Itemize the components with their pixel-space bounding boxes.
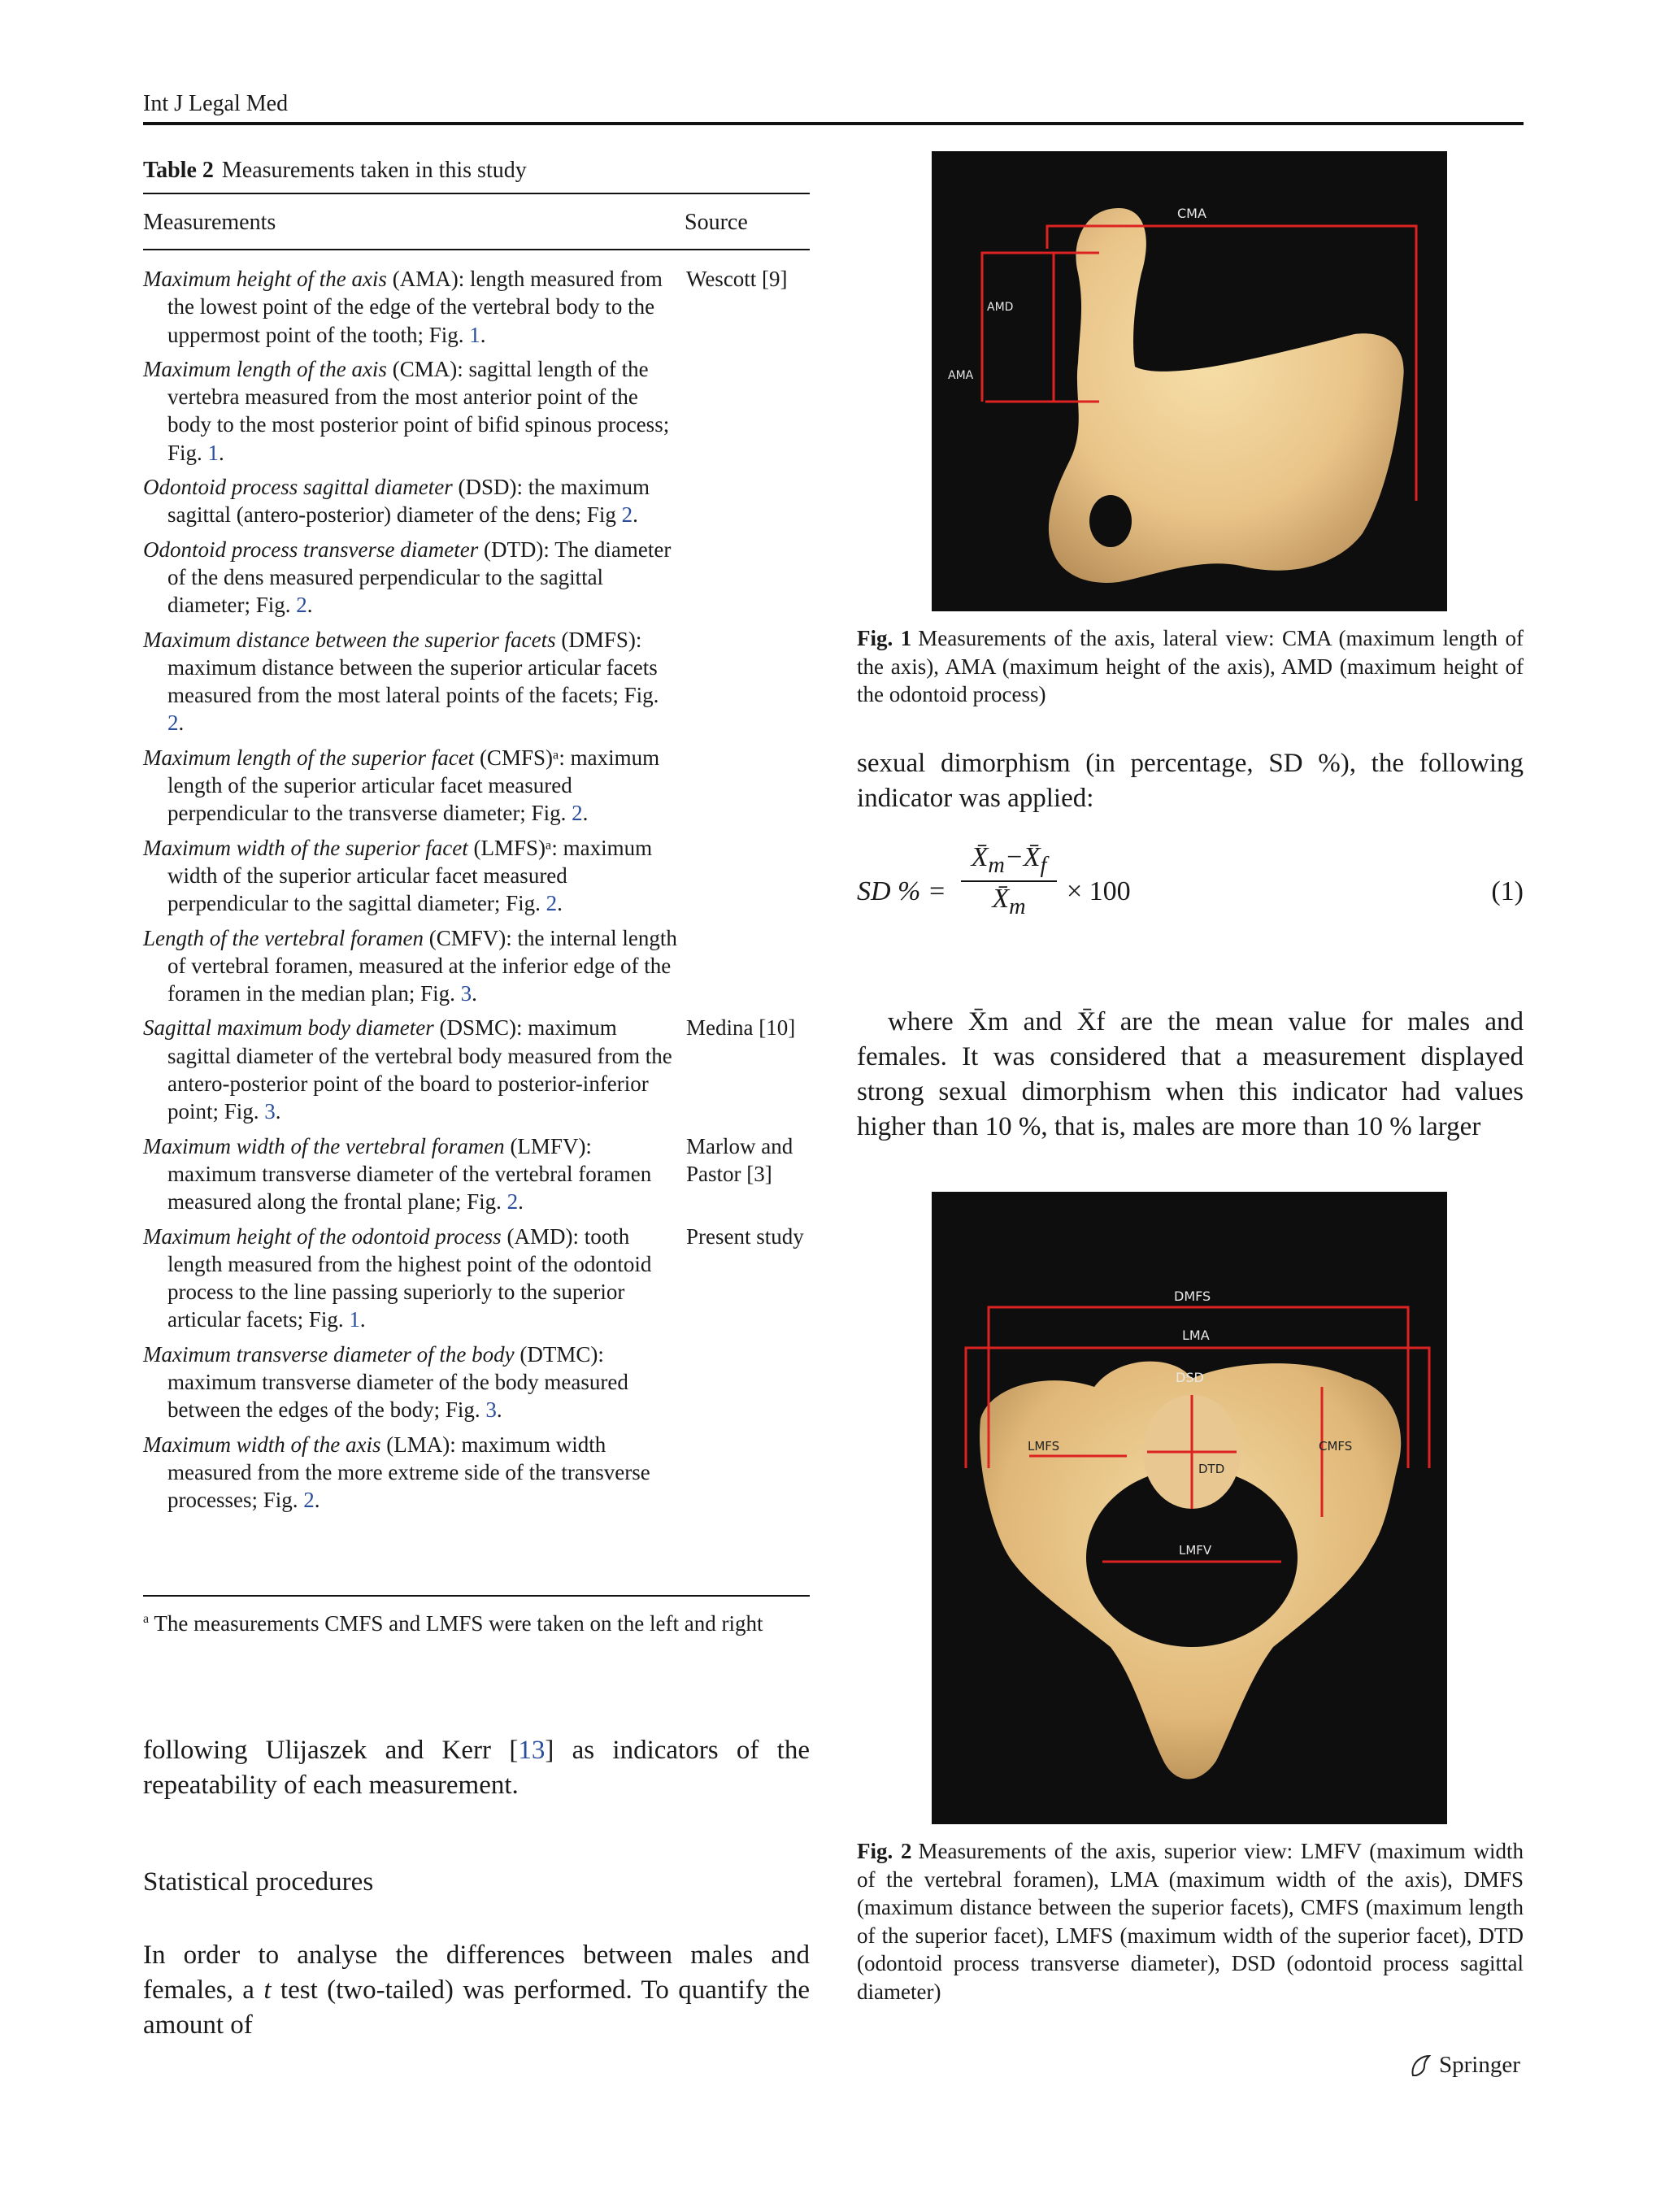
measurement-end: . [359,1307,366,1332]
section-heading: Statistical procedures [143,1867,374,1897]
measurement-source: Wescott [9] [686,267,788,291]
fig1-label-ama: AMA [948,369,974,382]
fig1-label-cma: CMA [1177,206,1206,221]
measurement-end: . [518,1189,524,1215]
figure-1-caption [857,624,1524,709]
table-row [143,834,810,918]
measurement-description [143,1341,680,1424]
measurement-text: (CMA): sagittal length of the vertebra measured from the most anterior point of the body to the most posterior point of bifid spinous process; Fig. [167,356,670,465]
measurement-text: (CMFV): the internal length of vertebral foramen, measured at the inferior edge of the foramen in the median plan; Fig. [167,925,677,1006]
measurement-name: Odontoid process transverse diameter [143,537,479,562]
measurement-description [143,1223,680,1334]
figure-2-image [932,1192,1447,1824]
table-footnote [143,1611,763,1636]
measurement-name: Maximum transverse diameter of the body [143,1341,515,1367]
figure-link[interactable]: 1 [207,440,220,465]
figure-link[interactable]: 1 [469,322,480,347]
measurement-description [143,924,680,1008]
eq-times: × 100 [1067,876,1131,906]
header-rule [143,122,1524,125]
eq-denominator: $X̄_m$ [992,883,1026,919]
table-rule-header [143,249,810,250]
fig2-label-lmfv: LMFV [1179,1543,1212,1558]
measurement-name: Maximum width of the vertebral foramen [143,1133,505,1158]
table-row [143,1341,810,1424]
measurement-name: Length of the vertebral foramen [143,925,424,950]
measurement-end: . [275,1099,281,1124]
table-row [143,1014,810,1125]
eq-fraction [961,842,1057,920]
eq-lhs: SD % = [857,876,946,906]
fig2-caption-text: Measurements of the axis, superior view: LMFV (maximum width of the vertebral foramen), LMA (maximum width of the axis), DMFS (maximum distance between the superior facets), CMFS (maximum length of the superior facet), LMFS (maximum width of the superior facet), DTD (odontoid process transverse diameter), DSD (odontoid process sagittal diameter) [857,1839,1524,2004]
fig2-label-cmfs: CMFS [1319,1439,1353,1454]
figure-link[interactable]: 2 [167,711,179,736]
table-row [143,536,810,619]
measurement-end: . [557,891,563,916]
figure-1-image [932,151,1447,611]
measurement-text: (DSD): the maximum sagittal (antero-posterior) diameter of the dens; Fig [167,475,650,528]
measurement-name: Maximum width of the axis [143,1432,381,1457]
measurement-name: Odontoid process sagittal diameter [143,475,453,500]
measurement-end: . [633,502,638,528]
springer-horse-icon [1408,2053,1432,2079]
measurement-text: (LMFS)ᵃ: maximum width of the superior articular facet measured perpendicular to the sagittal diameter; Fig. [167,835,653,916]
figure-link[interactable]: 3 [485,1397,497,1423]
figure-link[interactable]: 2 [621,502,633,528]
para1-text-b: ] as indicators of the repeatability of each measurement. [143,1736,810,1800]
journal-header: Int J Legal Med [143,91,289,116]
figure-link[interactable]: 1 [349,1307,360,1332]
figure-link[interactable]: 2 [572,801,583,826]
paragraph-sexual-dimorphism: sexual dimorphism (in percentage, SD %), the following indicator was applied: [857,749,1524,813]
measurement-description [143,355,680,467]
measurement-name: Maximum height of the odontoid process [143,1223,502,1249]
measurement-description [143,536,680,619]
figure-2-caption [857,1837,1524,2006]
eq-number: (1) [1491,876,1524,906]
measurement-source: Medina [10] [686,1015,796,1041]
measurement-end: . [314,1488,320,1513]
table-row [143,265,810,349]
measurement-name: Maximum length of the axis [143,356,387,381]
measurement-source: Marlow and Pastor [3] [686,1133,793,1186]
measurement-name: Maximum width of the superior facet [143,835,468,860]
axis-lateral-photo [932,151,1447,611]
measurement-source: Present study [686,1223,804,1249]
table-row [143,924,810,1008]
publisher-logo [1408,2052,1520,2079]
table-row [143,355,810,467]
table-label: Table 2 [143,158,214,183]
paragraph-where: where X̄m and X̄f are the mean value for males and females. It was considered that a measurement displayed strong sexual dimorphism when this indicator had values higher than 10 %, that is, males are more than 10 % larger [857,1007,1524,1141]
paragraph-repeatability [143,1733,810,1803]
measurement-text: (CMFS)ᵃ: maximum length of the superior articular facet measured perpendicular to the transverse diameter; Fig. [167,745,660,826]
footnote-text: The measurements CMFS and LMFS were taken on the left and right [154,1611,763,1636]
measurement-text: (AMA): length measured from the lowest point of the edge of the vertebral body to the uppermost point of the tooth; Fig. [167,267,663,347]
measurement-end: . [178,711,185,736]
measurement-text: (DMFS): maximum distance between the superior articular facets measured from the most lateral points of the facets; Fig. [167,627,659,708]
measurement-description [143,1132,680,1216]
fig2-label-dsd: DSD [1176,1370,1204,1385]
measurement-description [143,744,680,828]
figure-link[interactable]: 2 [303,1488,315,1513]
table-body [143,265,810,1520]
measurement-text: (DSMC): maximum sagittal diameter of the vertebral body measured from the antero-posterior point of the board to posterior-inferior point; Fig. [167,1015,672,1124]
table-row [143,1132,810,1216]
eq-fraction-bar [961,880,1057,882]
para2-text-a: In order to analyse the differences between males and females, a [143,1940,810,2005]
measurement-end: . [472,981,477,1006]
para2-text-b: test (two-tailed) was performed. To quantify the amount of [143,1975,810,2040]
paragraph-statistics [143,1938,810,2043]
measurement-description [143,1431,680,1515]
table-row [143,626,810,737]
measurement-end: . [480,322,486,347]
fig2-label-lma: LMA [1182,1328,1210,1343]
measurement-description [143,265,680,349]
measurement-end: . [582,801,589,826]
measurement-description [143,473,680,529]
table-rule-top [143,193,810,194]
fig2-label-dmfs: DMFS [1174,1289,1211,1304]
t-test-symbol: t [263,1975,272,2005]
fig1-label: Fig. 1 [857,626,912,650]
figure-link[interactable]: 2 [506,1189,519,1215]
measurement-end: . [306,593,313,618]
figure-link[interactable]: 3 [460,981,472,1006]
measurement-name: Maximum length of the superior facet [143,745,475,770]
measurement-description [143,834,680,918]
measurement-text: (DTD): The diameter of the dens measured perpendicular to the sagittal diameter; Fig. [167,537,672,618]
measurement-end: . [219,440,224,465]
table-row [143,1223,810,1334]
col-header-source: Source [685,210,748,235]
table-caption-text: Measurements taken in this study [221,158,527,183]
measurement-name: Maximum distance between the superior facets [143,627,556,652]
measurement-name: Sagittal maximum body diameter [143,1015,434,1041]
col-header-measurements: Measurements [143,210,276,235]
measurement-text: (LMFV): maximum transverse diameter of the vertebral foramen measured along the frontal plane; Fig. [167,1133,652,1215]
measurement-name: Maximum height of the axis [143,267,387,291]
figure-link[interactable]: 3 [264,1099,276,1124]
table-row [143,1431,810,1515]
measurement-text: (DTMC): maximum transverse diameter of the body measured between the edges of the body; Fig. [167,1341,628,1423]
table-row [143,744,810,828]
table-rule-bottom [143,1595,810,1597]
measurement-description [143,626,680,737]
table-caption [143,158,527,184]
fig2-label-dtd: DTD [1198,1462,1225,1476]
figure-link[interactable]: 2 [296,593,307,618]
measurement-text: (AMD): tooth length measured from the highest point of the odontoid process to the line passing superiorly to the superior articular facets; Fig. [167,1223,652,1332]
equation-1 [857,842,1524,940]
table-row [143,473,810,529]
citation-link[interactable]: 13 [518,1736,546,1765]
fig2-label: Fig. 2 [857,1839,912,1863]
measurement-end: . [496,1397,502,1423]
figure-link[interactable]: 2 [546,891,558,916]
fig1-label-amd: AMD [987,301,1014,314]
fig2-label-lmfs: LMFS [1028,1439,1060,1454]
publisher-name: Springer [1439,2052,1520,2078]
measurement-text: (LMA): maximum width measured from the more extreme side of the transverse processes; Fig. [167,1432,650,1513]
axis-superior-photo [932,1192,1447,1824]
fig1-caption-text: Measurements of the axis, lateral view: CMA (maximum length of the axis), AMA (maximum height of the axis), AMD (maximum height of the odontoid process) [857,626,1524,706]
eq-numerator: $X̄_m-X̄_f$ [971,842,1047,878]
para1-text-a: following Ulijaszek and Kerr [ [143,1736,519,1765]
measurement-description [143,1014,680,1125]
footnote-mark: a [143,1612,150,1626]
